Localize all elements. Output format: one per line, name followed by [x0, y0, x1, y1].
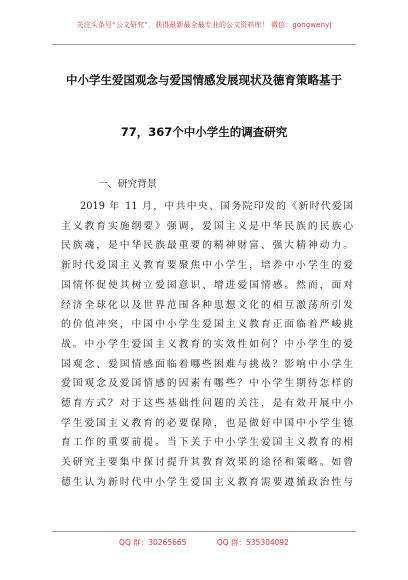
- paragraph-line: 的价值冲突，中国中小学生爱国主义教育正面临着严峻挑: [61, 319, 353, 331]
- footer-contact: [0, 537, 408, 548]
- header-banner: 关注头条号“公文研究”，获得最新最全最专业的公文资料库！ 微信：gongwenyj: [76, 21, 332, 29]
- paragraph-line: 国情怀促使其树立爱国意识、增进爱国情感。然而，面对: [61, 279, 353, 291]
- document-title-line-1: 中小学生爱国观念与爱国情感发展现状及德育策略基于: [66, 73, 342, 87]
- header-divider: [52, 44, 356, 45]
- paragraph-line: 主义教育实施纲要》强调，爱国主义是中华民族的民族心: [61, 220, 353, 232]
- paragraph-line: 2019 年 11 月，中共中央、国务院印发的《新时代爱国: [80, 201, 353, 212]
- paragraph-line: 德生认为新时代中小学生爱国主义教育需要遵循政治性与: [61, 476, 353, 488]
- paragraph-line: 国观念、爱国情感面临着哪些困难与挑战？影响中小学生: [61, 358, 353, 370]
- paragraph-line: 民族魂，是中华民族最重要的精神财富、强大精神动力。: [61, 240, 353, 252]
- footer-qq-group-2: QQ 群：535304092: [216, 538, 289, 547]
- body-paragraph: [61, 197, 353, 493]
- footer-qq-group-1: QQ 群：30265665: [119, 538, 187, 547]
- paragraph-line: 经济全球化以及世界范围各种思想文化的相互激荡所引发: [61, 299, 353, 311]
- paragraph-line: 育工作的重要前提。当下关于中小学生爱国主义教育的相: [61, 437, 353, 449]
- paragraph-line: 爱国观念及爱国情感的因素有哪些？中小学生期待怎样的: [61, 378, 353, 390]
- paragraph-line: 学生爱国主义教育的必要保障，也是做好中国中小学生德: [61, 417, 353, 429]
- paragraph-line: 关研究主要集中探讨提升其教育效果的途径和策略。如曾: [61, 457, 353, 469]
- paragraph-line: 新时代爱国主义教育要聚焦中小学生，培养中小学生的爱: [61, 260, 353, 272]
- paragraph-line: 德育方式？对于这些基础性问题的关注，是有效开展中小: [61, 398, 353, 410]
- section-heading: 一、研究背景: [98, 179, 157, 190]
- paragraph-line: 战。中小学生爱国主义教育的实效性如何？中小学生的爱: [61, 338, 353, 350]
- footer-divider: [52, 531, 356, 532]
- document-title-line-2: 77，367个中小学生的调查研究: [120, 125, 288, 139]
